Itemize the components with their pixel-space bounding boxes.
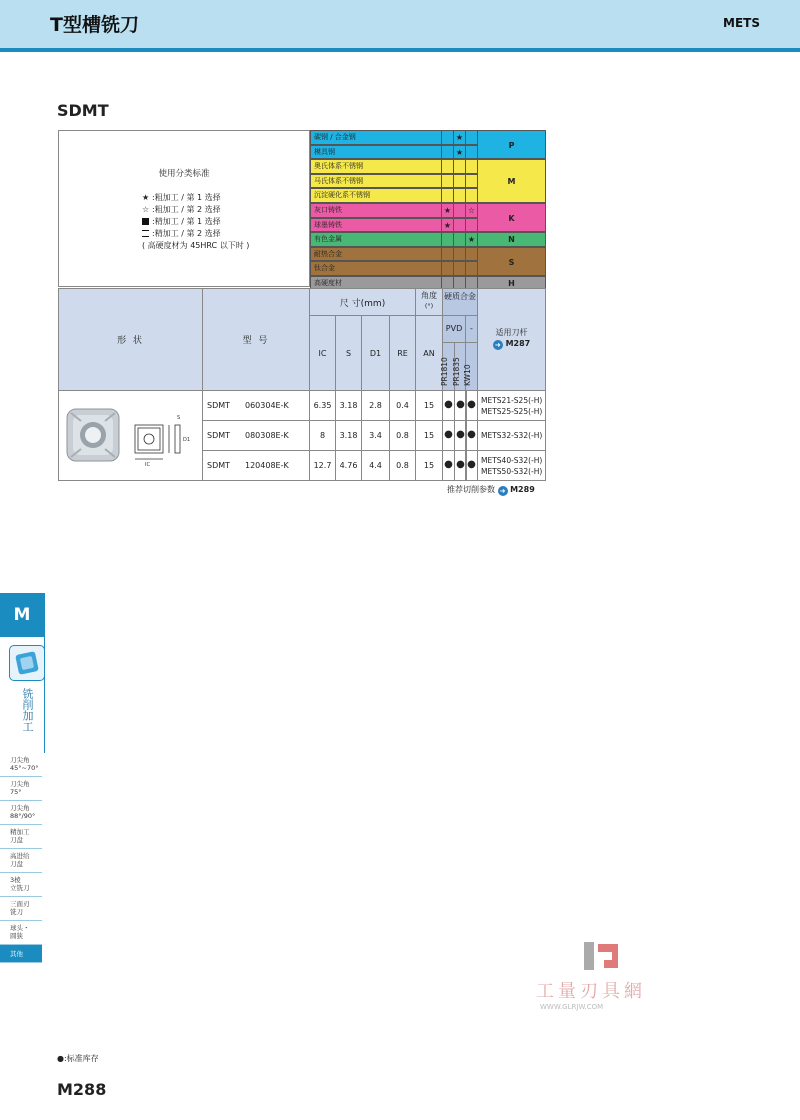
side-nav-item[interactable] [0, 945, 42, 963]
material-name: 耐热合金 [310, 247, 441, 262]
shape-cell [58, 390, 203, 481]
side-nav-label: 铣刀 [10, 908, 23, 916]
model-header: 型 号 [202, 288, 310, 391]
material-grade-mark [465, 247, 477, 262]
value-ic: 6.35 [309, 390, 336, 421]
page-title: T型槽铣刀 [50, 14, 139, 36]
material-grade-mark [453, 174, 465, 189]
holder-model: METS25-S25(-H) [481, 407, 543, 416]
side-tab-m[interactable]: M [0, 593, 44, 637]
star-outline-icon: ☆ [142, 205, 150, 214]
brand-label: METS [723, 16, 760, 30]
material-grade-mark [441, 261, 453, 276]
column-header-ic: IC [309, 315, 336, 391]
holder-header: 适用刀杆 ➜ M287 [477, 288, 546, 391]
value-s: 3.18 [335, 390, 362, 421]
holder-model: METS40-S32(-H) [481, 456, 543, 465]
material-grade-mark [465, 130, 477, 145]
iso-group-s: S [477, 247, 546, 276]
value-d1: 3.4 [361, 420, 390, 451]
side-nav-label: 高进给 [10, 852, 30, 860]
double-line-icon [142, 228, 152, 240]
stock-dot: ● [442, 450, 455, 481]
dimensions-header: 尺 寸(mm) [309, 288, 416, 316]
side-nav-label: 刀盘 [10, 860, 23, 868]
watermark-url: WWW.GLRJW.COM [540, 1003, 604, 1011]
grade-name: KW10 [462, 364, 472, 386]
watermark-logo [582, 940, 622, 972]
value-s: 3.18 [335, 420, 362, 451]
dash-header: - [465, 315, 478, 343]
side-nav-item[interactable] [0, 777, 42, 801]
value-re: 0.8 [389, 420, 416, 451]
page-number: M288 [57, 1080, 107, 1099]
header-divider [0, 48, 800, 52]
holder-cell [477, 390, 546, 421]
model-prefix: SDMT [207, 431, 231, 440]
side-nav-label: 3棱 [10, 876, 21, 884]
drawing-label-ic: IC [145, 462, 150, 468]
stock-dot: ● [454, 450, 467, 481]
column-header-re: RE [389, 315, 416, 391]
material-grade-mark [453, 261, 465, 276]
legend-item: ☆ :粗加工 / 第 2 选择 [142, 205, 221, 214]
grade-header-kw10 [462, 342, 478, 391]
insert-photo [67, 409, 119, 461]
model-code: 080308E-K [245, 431, 289, 440]
recommended-cutting-link[interactable]: 推荐切削参数 ➜ M289 [447, 485, 535, 495]
material-grade-mark [441, 145, 453, 160]
value-an: 15 [415, 390, 443, 421]
holder-page-link[interactable]: M287 [505, 339, 531, 348]
side-nav-item[interactable] [0, 825, 42, 849]
stock-note: ●:标准库存 [57, 1054, 99, 1063]
grade-header: 硬质合金 [442, 288, 478, 316]
side-category-label: 铣削加工 [21, 688, 34, 732]
value-d1: 4.4 [361, 450, 390, 481]
side-nav-label: 精加工 [10, 828, 30, 836]
stock-dot: ● [442, 420, 455, 451]
material-grade-mark [441, 232, 453, 247]
side-nav-label: 刀盘 [10, 836, 23, 844]
holder-model: METS21-S25(-H) [481, 396, 543, 405]
material-grade-mark: ★ [453, 145, 465, 160]
angle-header: 角度 (°) [415, 288, 443, 316]
material-grade-mark [453, 218, 465, 233]
value-an: 15 [415, 420, 443, 451]
holder-model: METS50-S32(-H) [481, 467, 543, 476]
classification-legend-box [58, 130, 310, 287]
model-code: 120408E-K [245, 461, 289, 470]
model-prefix: SDMT [207, 461, 231, 470]
shape-header: 形 状 [58, 288, 203, 391]
side-nav-label: 圆狭 [10, 932, 23, 940]
material-name: 马氏体系不锈钢 [310, 174, 441, 189]
value-s: 4.76 [335, 450, 362, 481]
material-grade-mark [465, 261, 477, 276]
value-re: 0.8 [389, 450, 416, 481]
material-name: 碳钢 / 合金钢 [310, 130, 441, 145]
iso-group-n: N [477, 232, 546, 247]
iso-group-k: K [477, 203, 546, 232]
side-nav-item[interactable] [0, 921, 42, 945]
grade-name: PR1835 [451, 357, 461, 386]
side-nav-item[interactable] [0, 897, 42, 921]
classification-heading: 使用分类标准 [158, 169, 210, 179]
stock-dot: ● [465, 420, 478, 451]
material-grade-mark [465, 159, 477, 174]
material-grade-mark [465, 174, 477, 189]
side-nav-label: 刀尖角 [10, 804, 30, 812]
material-grade-mark [453, 232, 465, 247]
material-grade-mark: ★ [441, 203, 453, 218]
arrow-right-icon: ➜ [493, 340, 503, 350]
side-nav-label: 其他 [10, 950, 23, 958]
iso-group-h: H [477, 276, 546, 291]
material-grade-mark: ★ [465, 232, 477, 247]
insert-images [59, 391, 202, 480]
material-grade-mark [465, 145, 477, 160]
square-filled-icon [142, 216, 152, 228]
material-name: 球墨铸铁 [310, 218, 441, 233]
material-grade-mark [465, 218, 477, 233]
material-grade-mark [453, 188, 465, 203]
stock-dot: ● [454, 390, 467, 421]
iso-group-m: M [477, 159, 546, 203]
iso-group-p: P [477, 130, 546, 159]
material-grade-mark [441, 188, 453, 203]
side-nav-item[interactable] [0, 753, 42, 777]
material-name: 沉淀硬化系不锈钢 [310, 188, 441, 203]
value-ic: 12.7 [309, 450, 336, 481]
column-header-an: AN [415, 315, 443, 391]
side-nav-label: 45°~70° [10, 764, 39, 772]
material-name: 灰口铸铁 [310, 203, 441, 218]
material-name: 模具钢 [310, 145, 441, 160]
holder-model: METS32-S32(-H) [481, 431, 543, 440]
arrow-right-icon: ➜ [498, 486, 508, 496]
model-cell [202, 450, 310, 481]
section-title: SDMT [57, 101, 109, 120]
legend-item: ★ :粗加工 / 第 1 选择 [142, 193, 221, 202]
material-grade-mark [441, 130, 453, 145]
watermark-text: 工量刃具網 [536, 981, 646, 1002]
material-name: 有色金属 [310, 232, 441, 247]
grade-name: PR1810 [439, 357, 449, 386]
value-an: 15 [415, 450, 443, 481]
classification-legend [142, 192, 249, 252]
side-nav-label: 三面刃 [10, 900, 30, 908]
holder-cell [477, 450, 546, 481]
stock-dot: ● [465, 450, 478, 481]
model-cell [202, 420, 310, 451]
drawing-label-s: S [177, 415, 181, 421]
material-grade-mark [465, 188, 477, 203]
column-header-s: S [335, 315, 362, 391]
material-name: 钛合金 [310, 261, 441, 276]
holder-cell [477, 420, 546, 451]
value-ic: 8 [309, 420, 336, 451]
legend-item: :精加工 / 第 1 选择 [142, 216, 249, 228]
stock-dot: ● [465, 390, 478, 421]
side-nav-label: 立铣刀 [10, 884, 30, 892]
star-filled-icon: ★ [142, 193, 150, 202]
milling-insert-icon [9, 645, 45, 681]
side-nav-item[interactable] [0, 801, 42, 825]
value-re: 0.4 [389, 390, 416, 421]
material-grade-mark [441, 247, 453, 262]
model-cell [202, 390, 310, 421]
side-nav-label: 75° [10, 788, 22, 796]
insert-drawing [135, 425, 180, 459]
material-grade-mark [453, 247, 465, 262]
material-grade-mark [453, 203, 465, 218]
legend-item: :精加工 / 第 2 选择 [142, 228, 249, 240]
side-nav-item[interactable] [0, 849, 42, 873]
model-code: 060304E-K [245, 401, 289, 410]
material-grade-mark: ☆ [465, 203, 477, 218]
pvd-header: PVD [442, 315, 466, 343]
material-grade-mark [453, 159, 465, 174]
material-grade-mark: ★ [441, 218, 453, 233]
material-grade-mark [441, 174, 453, 189]
side-nav-label: 球头・ [10, 924, 30, 932]
side-nav-label: 刀尖角 [10, 780, 30, 788]
stock-dot: ● [454, 420, 467, 451]
material-grade-mark: ★ [453, 130, 465, 145]
side-nav-label: 88°/90° [10, 812, 36, 820]
side-nav-list [0, 753, 42, 963]
material-name: 奥氏体系不锈钢 [310, 159, 441, 174]
model-prefix: SDMT [207, 401, 231, 410]
side-nav-item[interactable] [0, 873, 42, 897]
stock-dot: ● [442, 390, 455, 421]
side-nav-label: 刀尖角 [10, 756, 30, 764]
legend-note: ( 高硬度材为 45HRC 以下时 ) [142, 241, 250, 250]
column-header-d1: D1 [361, 315, 390, 391]
material-grade-mark [441, 159, 453, 174]
material-name: 高硬度材 [310, 276, 441, 291]
drawing-label-d1: D1 [183, 437, 191, 443]
value-d1: 2.8 [361, 390, 390, 421]
